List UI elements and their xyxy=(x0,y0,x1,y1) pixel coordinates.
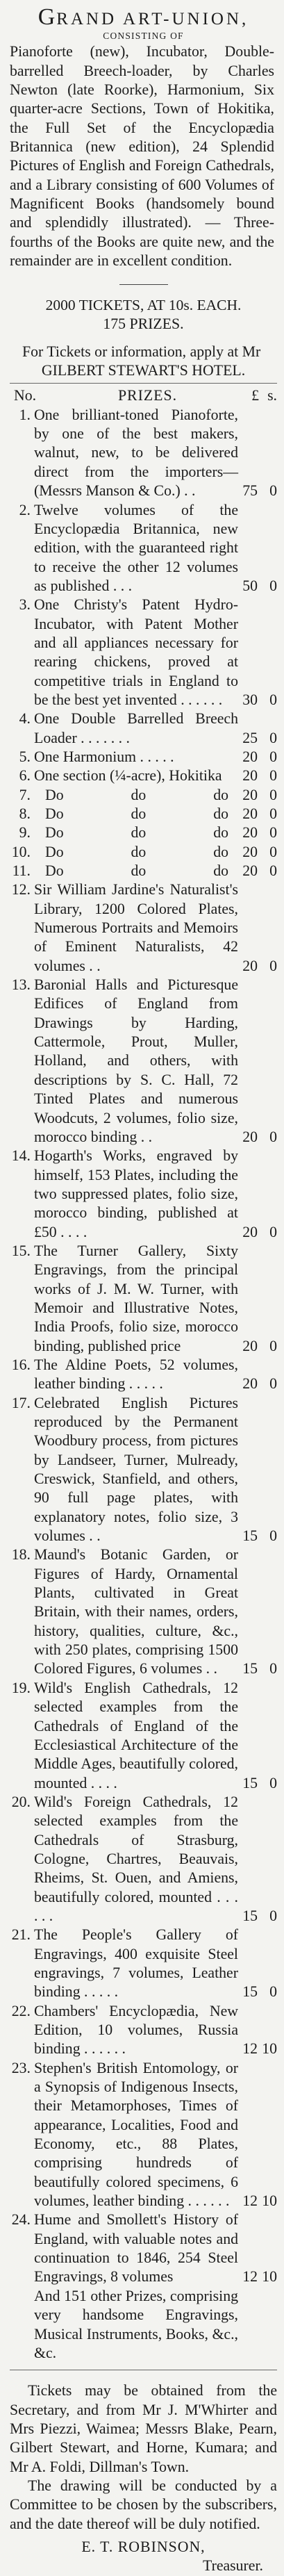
prize-pounds: 30 xyxy=(242,691,258,708)
prize-description xyxy=(34,805,238,823)
prize-shillings: 0 xyxy=(269,1337,277,1354)
prize-pounds: 25 xyxy=(242,729,258,746)
ditto-mark: do xyxy=(213,824,228,842)
prize-table-header xyxy=(10,386,277,405)
prize-description: Twelve volumes of the Encyclopædia Britannica, new edition, with the guaranteed right to receive the other 12 volumes as published . . . xyxy=(34,501,238,594)
prize-pounds: 15 xyxy=(242,1907,258,1924)
prize-shillings: 0 xyxy=(269,1527,277,1545)
prize-item xyxy=(10,406,277,501)
prize-number: 16. xyxy=(11,1356,31,1373)
footer-tickets-note: Tickets may be obtained from the Secretary, and from Mr J. M'Whirter and Mrs Piezzi, Waimea; Messrs Blake, Pearn, Gilbert Stewart, and Horne, Kumara; and Mr A. Foldi, Dillman's Town. xyxy=(10,2382,277,2475)
prize-description: Stephen's British Entomology, or a Synopsis of Indigenous Insects, their Metamorphoses, Times of appearance, Localities, Food and Economy, etc., 88 Plates, comprising hundreds of beautifully colored specimens, 6 volumes, leather binding . . . . . . xyxy=(34,2059,238,2210)
prize-item xyxy=(10,1545,277,1678)
prize-shillings: 0 xyxy=(269,1660,277,1677)
prize-pounds: 20 xyxy=(242,862,258,880)
prize-shillings: 10 xyxy=(262,2040,277,2058)
prize-description: Wild's Foreign Cathedrals, 12 selected examples from the Cathedrals of Strasburg, Cologne, Chartres, Beauvais, Rheims, St. Ouen, and Amiens, beautifully colored, mounted . . . . . . xyxy=(34,1793,238,1924)
prize-item xyxy=(10,2059,277,2211)
prize-item xyxy=(10,709,277,748)
prize-number: 24. xyxy=(11,2211,31,2229)
prize-shillings: 10 xyxy=(262,2192,277,2210)
ditto-mark: do xyxy=(131,862,147,880)
prize-shillings: 0 xyxy=(269,1223,277,1240)
prize-description: And 151 other Prizes, comprising very handsome Engravings, Musical Instruments, Books, &c., &c. xyxy=(34,2287,238,2361)
prize-item xyxy=(10,766,277,785)
prize-item xyxy=(10,843,277,862)
prize-pounds: 15 xyxy=(242,1983,258,2001)
prize-description xyxy=(34,786,238,805)
signer-name: E. T. ROBINSON, xyxy=(81,2538,206,2555)
prize-item xyxy=(10,805,277,823)
prize-number: 22. xyxy=(11,2002,31,2019)
prize-number: 20. xyxy=(11,1793,31,1810)
prize-pounds: 20 xyxy=(242,748,258,765)
apply-line: For Tickets or information, apply at Mr xyxy=(22,343,261,360)
prize-pounds: 15 xyxy=(242,1774,258,1791)
ditto-mark: do xyxy=(213,843,228,860)
tickets-line: 2000 TICKETS, AT 10s. EACH. xyxy=(45,297,242,314)
prize-pounds: 20 xyxy=(242,843,258,860)
prize-number: 4. xyxy=(19,710,31,728)
prize-shillings: 0 xyxy=(269,1907,277,1924)
prize-description: Hogarth's Works, engraved by himself, 153 Plates, including the two suppressed plates, folio size, morocco binding, published at £50 . . . . xyxy=(34,1147,238,1240)
prize-number: 8. xyxy=(19,805,31,823)
prize-shillings: 0 xyxy=(269,1375,277,1393)
prize-description: One section (¼-acre), Hokitika xyxy=(34,767,222,785)
prize-shillings: 0 xyxy=(269,691,277,708)
prize-number: 18. xyxy=(11,1546,31,1564)
prize-number: 10. xyxy=(11,843,31,860)
prize-pounds: 15 xyxy=(242,1660,258,1677)
prize-pounds: 20 xyxy=(242,786,258,803)
prize-number: 23. xyxy=(11,2059,31,2076)
prize-shillings: 10 xyxy=(262,2268,277,2286)
column-prizes: PRIZES. xyxy=(117,387,178,404)
prize-description xyxy=(34,843,238,862)
prize-pounds: 50 xyxy=(242,577,258,594)
prize-shillings: 0 xyxy=(269,482,277,500)
prize-number: 6. xyxy=(19,767,31,785)
prize-shillings: 0 xyxy=(269,1774,277,1791)
divider xyxy=(10,383,277,384)
prize-item xyxy=(10,2002,277,2059)
prize-shillings: 0 xyxy=(269,1128,277,1145)
prize-description: Hume and Smollett's History of England, with valuable notes and continuation to 1846, 254 Steel Engravings, 8 volumes xyxy=(34,2211,238,2286)
prize-pounds: 15 xyxy=(242,1527,258,1545)
prize-description: One brilliant-toned Pianoforte, by one of the best makers, walnut, new, to be delivered direct from the importers—(Messrs Manson & Co.) . . xyxy=(34,406,238,500)
apply-hotel: GILBERT STEWART'S HOTEL. xyxy=(41,362,246,379)
prize-item xyxy=(10,1394,277,1546)
ad-title xyxy=(10,4,277,30)
prize-item xyxy=(10,1242,277,1356)
prize-number: 19. xyxy=(11,1679,31,1696)
ditto-mark: do xyxy=(131,824,147,842)
ditto-mark: do xyxy=(131,805,147,823)
footer-drawing-note: The drawing will be conducted by a Committee to be chosen by the subscribers, and the date thereof will be duly notified. xyxy=(10,2477,277,2532)
prize-number: 12. xyxy=(11,881,31,899)
ad-intro: Pianoforte (new), Incubator, Double-barrelled Breech-loader, by Charles Newton (late Roorke), Harmonium, Six quarter-acre Sections, Town of Hokitika, the Full Set of the Encyclopædia Britannica (new edition), 24 Splendid Pictures of English and Foreign Cathedrals, and a Library consisting of 600 Volumes of Magnificent Books (handsomely bound and splendidly illustrated). — Three-fourths of the Books are quite new, and the remainder are in excellent condition. xyxy=(10,43,274,270)
prize-item xyxy=(10,1926,277,2001)
prize-number: 7. xyxy=(19,786,31,803)
ditto-mark: Do xyxy=(45,843,64,860)
ditto-mark: do xyxy=(213,862,228,880)
prize-number: 11. xyxy=(12,862,31,880)
prize-item xyxy=(10,823,277,842)
prize-shillings: 0 xyxy=(269,957,277,974)
prize-number: 17. xyxy=(11,1394,31,1411)
prize-description: One Christy's Patent Hydro-Incubator, with Patent Mother and all appliances necessary for rearing chickens, proved at competitive trials in England to be the best yet invented . . . . . . xyxy=(34,596,238,708)
prize-number: 2. xyxy=(19,501,31,518)
prize-shillings: 0 xyxy=(269,862,277,880)
prize-shillings: 0 xyxy=(269,577,277,594)
ditto-mark: Do xyxy=(45,862,64,880)
prize-pounds: 20 xyxy=(242,824,258,842)
prize-pounds: 12 xyxy=(242,2192,258,2210)
prize-item xyxy=(10,1679,277,1793)
prize-pounds: 20 xyxy=(242,1128,258,1145)
prize-description: The Turner Gallery, Sixty Engravings, from the principal works of J. M. W. Turner, with Memoir and Illustrative Notes, India Proofs, folio size, morocco binding, published price xyxy=(34,1242,238,1354)
ad-subtitle: CONSISTING OF xyxy=(103,31,184,42)
prize-pounds: 20 xyxy=(242,1375,258,1393)
ditto-mark: do xyxy=(213,805,228,823)
prize-item xyxy=(10,2287,277,2363)
prize-item xyxy=(10,880,277,976)
prize-description: Chambers' Encyclopædia, New Edition, 10 volumes, Russia binding . . . . . . xyxy=(34,2002,238,2058)
prize-number: 21. xyxy=(11,1926,31,1944)
prize-description xyxy=(34,823,238,842)
prize-shillings: 0 xyxy=(269,1983,277,2001)
prize-pounds: 20 xyxy=(242,767,258,785)
column-pound: £ xyxy=(251,387,259,404)
prize-number: 9. xyxy=(19,824,31,842)
divider xyxy=(119,284,168,285)
prize-item xyxy=(10,976,277,1147)
signer-role: Treasurer. xyxy=(203,2557,263,2575)
prize-item xyxy=(10,862,277,880)
prize-pounds: 12 xyxy=(242,2040,258,2058)
prize-shillings: 0 xyxy=(269,824,277,842)
prize-item xyxy=(10,1793,277,1926)
prize-description: The Aldine Poets, 52 volumes, leather binding . . . . . xyxy=(34,1356,238,1393)
prize-description: Sir William Jardine's Naturalist's Library, 1200 Colored Plates, Numerous Portraits and Memoirs of Eminent Naturalists, 42 volumes . . xyxy=(34,881,238,974)
prize-description: Maund's Botanic Garden, or Figures of Hardy, Ornamental Plants, cultivated in Great Britain, with their names, orders, history, qualities, culture, &c., with 250 plates, comprising 1500 Colored Figures, 6 volumes . . xyxy=(34,1546,238,1677)
prize-pounds: 20 xyxy=(242,1223,258,1240)
prize-pounds: 20 xyxy=(242,1337,258,1354)
prize-item xyxy=(10,786,277,805)
prize-description xyxy=(34,862,238,880)
prize-item xyxy=(10,1356,277,1394)
prize-number: 14. xyxy=(11,1147,31,1165)
prize-description: The People's Gallery of Engravings, 400 exquisite Steel engravings, 7 volumes, Leather binding . . . . . xyxy=(34,1926,238,2001)
ditto-mark: do xyxy=(131,843,147,860)
prize-description: Wild's English Cathedrals, 12 selected examples from the Cathedrals of England of the Ecclesiastical Architecture of the Middle Ages, beautifully colored, mounted . . . . xyxy=(34,1679,238,1791)
prize-description: One Harmonium . . . . . xyxy=(34,748,174,765)
prize-item xyxy=(10,501,277,596)
prize-shillings: 0 xyxy=(269,748,277,765)
prize-number: 15. xyxy=(11,1242,31,1259)
prize-pounds: 12 xyxy=(242,2268,258,2286)
prize-pounds: 75 xyxy=(242,482,258,500)
prizes-count: 175 PRIZES. xyxy=(103,315,184,333)
ditto-mark: Do xyxy=(45,805,64,823)
prize-shillings: 0 xyxy=(269,767,277,785)
prize-number: 13. xyxy=(11,976,31,994)
title-initial: G xyxy=(37,4,57,30)
ditto-mark: Do xyxy=(45,786,64,803)
column-no: No. xyxy=(14,387,37,404)
prize-item xyxy=(10,748,277,766)
prize-list xyxy=(10,406,277,2363)
prize-item xyxy=(10,1147,277,1242)
ditto-mark: do xyxy=(213,786,228,803)
ditto-mark: Do xyxy=(45,824,64,842)
prize-item xyxy=(10,596,277,709)
prize-item xyxy=(10,2210,277,2286)
prize-shillings: 0 xyxy=(269,805,277,823)
prize-shillings: 0 xyxy=(269,786,277,803)
prize-pounds: 20 xyxy=(242,805,258,823)
prize-description: One Double Barrelled Breech Loader . . . . . . . xyxy=(34,710,238,746)
prize-shillings: 0 xyxy=(269,843,277,860)
prize-number: 5. xyxy=(19,748,31,765)
prize-number: 1. xyxy=(19,406,31,423)
prize-description: Celebrated English Pictures reproduced by the Permanent Woodbury process, from pictures by Landseer, Turner, Mulready, Creswick, Stanfield, and others, 90 full page plates, with explanatory notes, folio size, 3 volumes . . xyxy=(34,1394,238,1545)
prize-pounds: 20 xyxy=(242,957,258,974)
prize-shillings: 0 xyxy=(269,729,277,746)
prize-description: Baronial Halls and Picturesque Edifices of England from Drawings by Harding, Cattermole, Prout, Muller, Holland, and others, with descriptions by S. C. Hall, 72 Tinted Plates and numerous Woodcuts, 2 volumes, folio size, morocco binding . . xyxy=(34,976,238,1145)
title-rest: RAND ART-UNION, xyxy=(56,10,249,28)
ditto-mark: do xyxy=(131,786,147,803)
prize-number: 3. xyxy=(19,596,31,614)
column-shillings: s. xyxy=(267,387,277,404)
